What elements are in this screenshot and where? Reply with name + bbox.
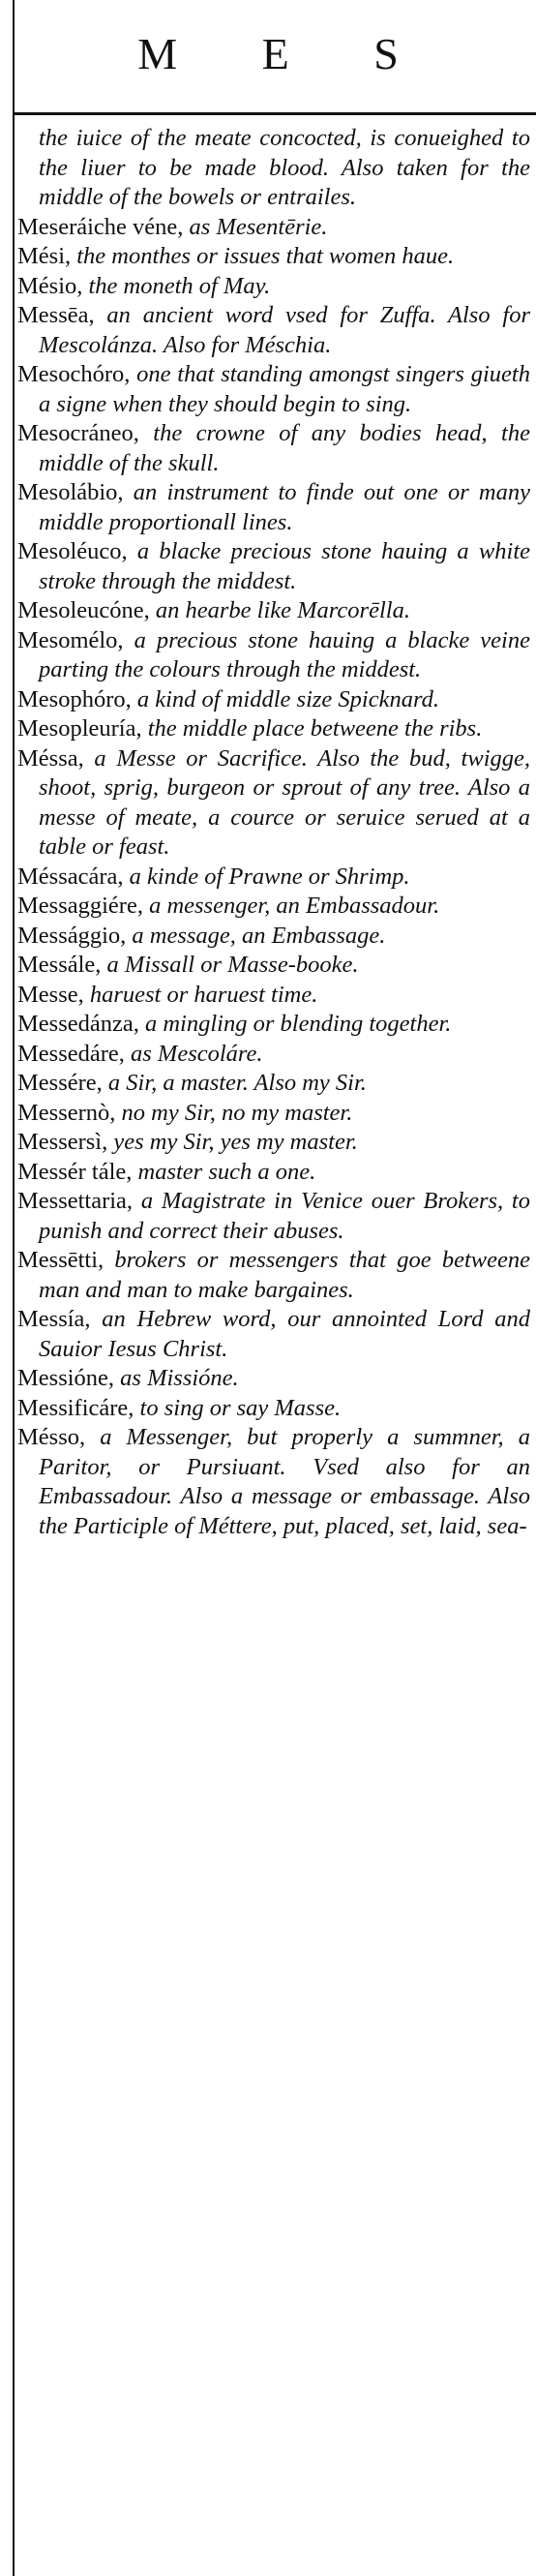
dictionary-entry <box>17 537 530 596</box>
entry-definition: a kinde of Prawne or Shrimp. <box>123 863 410 890</box>
dictionary-entry <box>17 419 530 478</box>
left-margin-rule <box>13 0 15 2576</box>
running-head: M E S <box>137 29 435 78</box>
dictionary-entry <box>17 1305 530 1364</box>
entry-headword: Mesoléuco, <box>17 538 128 564</box>
entry-headword: Messettaria, <box>17 1188 134 1214</box>
entry-definition: one that standing amongst singers giueth a signe when they should begin to sing. <box>39 361 530 417</box>
dictionary-entry <box>17 242 530 272</box>
entry-definition: an instrument to finde out one or many middle proportionall lines. <box>39 479 530 535</box>
dictionary-entry <box>17 744 530 863</box>
dictionary-entry <box>17 1069 530 1099</box>
entry-headword: Messále, <box>17 952 102 978</box>
entry-headword: Messernò, <box>17 1099 116 1126</box>
entry-definition: a Messe or Sacrifice. Also the bud, twigge, shoot, sprig, burgeon or sprout of any tree. Also a messe of meate, a cource or seruice serued at a table or feast. <box>39 744 530 860</box>
entry-definition: as Mescoláre. <box>124 1040 263 1067</box>
dictionary-entry <box>17 714 530 744</box>
entry-definition: the iuice of the meate concocted, is conueighed to the liuer to be made blood. Also taken for the middle of the bowels or entrailes. <box>39 125 530 210</box>
entry-definition: master such a one. <box>132 1158 316 1185</box>
entry-headword: Messággio, <box>17 922 127 949</box>
dictionary-entry <box>17 1394 530 1424</box>
entry-definition: an ancient word vsed for Zuffa. Also for Mescolánza. Also for Méschia. <box>39 302 530 358</box>
entry-headword: Messér tále, <box>17 1158 133 1185</box>
entry-headword: Messióne, <box>17 1365 115 1391</box>
entry-definition: no my Sir, no my master. <box>115 1099 353 1126</box>
entry-headword: Mesolábio, <box>17 479 124 505</box>
dictionary-entry <box>17 1423 530 1541</box>
dictionary-entry <box>17 272 530 302</box>
entry-list <box>17 124 530 1541</box>
dictionary-entry <box>17 124 530 213</box>
dictionary-entry <box>17 626 530 685</box>
dictionary-entry <box>17 1364 530 1394</box>
entry-headword: Messía, <box>17 1306 91 1332</box>
entry-definition: as Mesentērie. <box>183 213 328 240</box>
dictionary-entry <box>17 1246 530 1305</box>
dictionary-entry <box>17 922 530 952</box>
dictionary-entry <box>17 478 530 537</box>
entry-definition: a blacke precious stone hauing a white stroke through the middest. <box>39 538 530 594</box>
entry-definition: the monthes or issues that women haue. <box>71 243 455 269</box>
entry-headword: Meseráiche véne, <box>17 213 184 240</box>
entry-definition: a Sir, a master. Also my Sir. <box>102 1070 367 1096</box>
entry-headword: Mesopleuría, <box>17 715 142 742</box>
entry-definition: brokers or messengers that goe betweene man and man to make bargaines. <box>39 1247 530 1303</box>
entry-headword: Messére, <box>17 1070 103 1096</box>
dictionary-entry <box>17 1128 530 1158</box>
entry-definition: a Missall or Masse-booke. <box>101 952 359 978</box>
entry-headword: Mesomélo, <box>17 626 124 653</box>
entry-headword: Mési, <box>17 243 72 269</box>
entry-headword: Messēa, <box>17 302 95 328</box>
entry-headword: Méssa, <box>17 744 84 772</box>
entry-headword: Mesoleucóne, <box>17 597 150 623</box>
entry-headword: Messētti, <box>17 1247 104 1273</box>
entry-headword: Mesocráneo, <box>17 420 139 446</box>
entry-headword: Messersì, <box>17 1129 108 1155</box>
entry-definition: a Magistrate in Venice ouer Brokers, to punish and correct their abuses. <box>39 1188 530 1244</box>
entry-headword: Méssacára, <box>17 863 124 890</box>
entry-headword: Messedáre, <box>17 1040 125 1067</box>
entry-headword: Mesochóro, <box>17 361 131 387</box>
entry-definition: an hearbe like Marcorēlla. <box>149 597 410 623</box>
entry-headword: Messaggiére, <box>17 893 143 919</box>
dictionary-entry <box>17 892 530 922</box>
dictionary-entry <box>17 863 530 893</box>
entry-definition: the moneth of May. <box>82 272 271 299</box>
dictionary-entry <box>17 951 530 981</box>
dictionary-entry <box>17 981 530 1011</box>
entry-definition: as Missióne. <box>114 1365 239 1391</box>
entry-definition: haruest or haruest time. <box>83 981 318 1008</box>
dictionary-entry <box>17 685 530 715</box>
entry-definition: a mingling or blending together. <box>138 1011 452 1037</box>
dictionary-entry <box>17 1040 530 1070</box>
entry-headword: Messificáre, <box>17 1394 134 1421</box>
dictionary-entry <box>17 596 530 626</box>
entry-definition: an Hebrew word, our annointed Lord and Sauior Iesus Christ. <box>39 1306 530 1362</box>
entry-definition: to sing or say Masse. <box>134 1394 342 1421</box>
entry-definition: a precious stone hauing a blacke veine parting the colours through the middest. <box>39 626 530 682</box>
entry-definition: a Messenger, but properly a summner, a Paritor, or Pursiuant. Vsed also for an Embassadour. Also a message or embassage. Also the Participle of Méttere, put, placed, set, laid, sea- <box>39 1424 530 1539</box>
dictionary-entry <box>17 1187 530 1246</box>
dictionary-entry <box>17 1010 530 1040</box>
header-rule <box>13 112 536 115</box>
entry-definition: the middle place betweene the ribs. <box>141 715 483 742</box>
entry-headword: Mésso, <box>17 1424 86 1450</box>
entry-headword: Mesophóro, <box>17 685 132 712</box>
entry-definition: a messenger, an Embassadour. <box>142 893 440 919</box>
entry-headword: Messedánza, <box>17 1011 139 1037</box>
dictionary-entry <box>17 360 530 419</box>
entry-definition: a kind of middle size Spicknard. <box>131 685 439 712</box>
entry-headword: Mésio, <box>17 272 83 299</box>
dictionary-entry <box>17 1099 530 1129</box>
dictionary-entry <box>17 1158 530 1188</box>
dictionary-entry <box>17 213 530 243</box>
entry-definition: yes my Sir, yes my master. <box>107 1129 358 1155</box>
entry-headword: Messe, <box>17 981 84 1008</box>
dictionary-entry <box>17 301 530 360</box>
entry-definition: the crowne of any bodies head, the middle of the skull. <box>39 420 530 476</box>
entry-definition: a message, an Embassage. <box>126 922 386 949</box>
